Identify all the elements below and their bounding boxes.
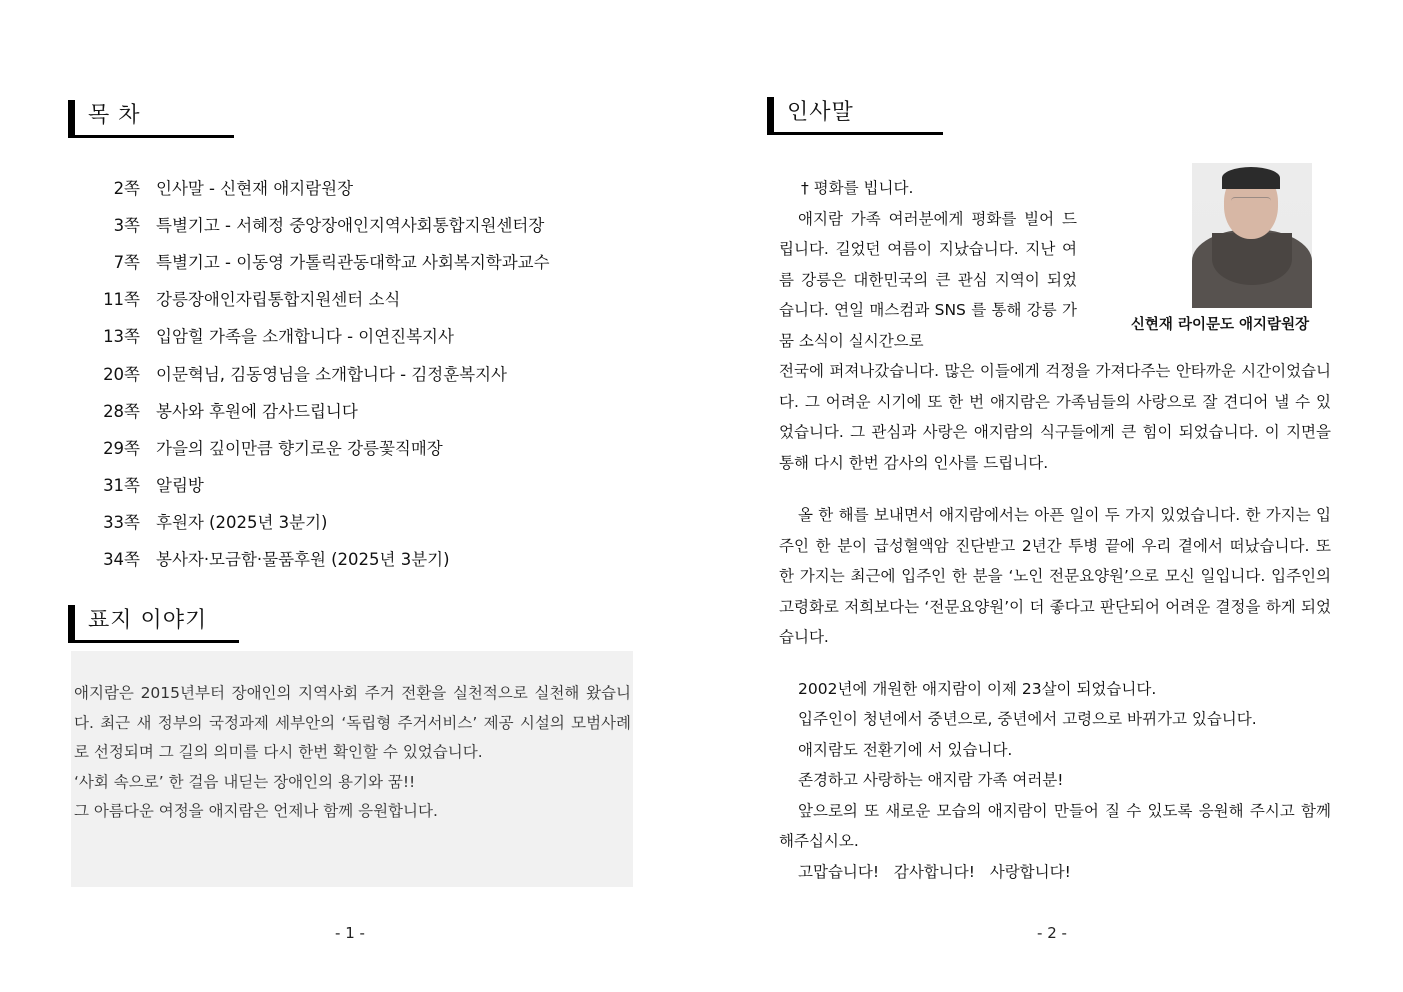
toc-page: 13쪽 <box>103 327 140 347</box>
toc-title: 봉사자·모금함·물품후원 (2025년 3분기) <box>156 550 450 570</box>
cover-story-line: ‘사회 속으로’ 한 걸음 내딛는 장애인의 용기와 꿈!! <box>74 772 416 791</box>
closing-line: 앞으로의 또 새로운 모습의 애지람이 만들어 질 수 있도록 응원해 주시고 함께 해주십시오. <box>779 801 1331 850</box>
toc-item[interactable] <box>90 503 650 540</box>
toc-item[interactable] <box>90 466 650 503</box>
toc-title: 입암힐 가족을 소개합니다 - 이연진복지사 <box>156 327 454 347</box>
toc-item[interactable] <box>90 242 650 279</box>
greeting-paragraph-continued: 전국에 퍼져나갔습니다. 많은 이들에게 걱정을 가져다주는 안타까운 시간이었습니다. 그 어려운 시기에 또 한 번 애지람은 가족님들의 사랑으로 잘 견디어 낼 수 있었습니다. 그 관심과 사랑은 애지람의 식구들에게 큰 힘이 되었습니다. 이 지면을 통해 다시 한번 감사의 인사를 드립니다. <box>779 362 1331 472</box>
toc-item[interactable] <box>90 391 650 428</box>
closing-line: 입주인이 청년에서 중년으로, 중년에서 고령으로 바뀌가고 있습니다. <box>798 710 1257 728</box>
cover-story-heading <box>68 605 239 643</box>
cover-story-box <box>71 651 633 887</box>
toc-title: 가을의 깊이만큼 향기로운 강릉꽃직매장 <box>156 438 443 458</box>
toc-page: 3쪽 <box>113 215 140 235</box>
toc-page: 34쪽 <box>103 550 140 570</box>
cover-story-line: 그 아름다운 여정을 애지람은 언제나 함께 응원합니다. <box>74 802 438 820</box>
photo-caption: 신현재 라이문도 애지람원장 <box>1130 317 1310 333</box>
toc-page: 29쪽 <box>103 438 140 458</box>
cover-story-paragraph: 애지람은 2015년부터 장애인의 지역사회 주거 전환을 실천적으로 실천해 왔습니다. 최근 새 정부의 국정과제 세부안의 ‘독립형 주거서비스’ 제공 시설의 모범사례로 선정되며 그 길의 의미를 다시 한번 확인할 수 있었습니다. <box>74 684 631 761</box>
toc-item[interactable] <box>90 428 650 465</box>
right-page <box>701 0 1403 992</box>
table-of-contents <box>90 168 650 577</box>
toc-title: 봉사와 후원에 감사드립니다 <box>156 401 358 421</box>
toc-title: 후원자 (2025년 3분기) <box>156 513 328 533</box>
toc-page: 33쪽 <box>103 513 140 533</box>
left-page <box>0 0 701 992</box>
toc-heading <box>68 100 234 138</box>
toc-title: 특별기고 - 서혜정 중앙장애인지역사회통합지원센터장 <box>156 215 545 235</box>
toc-title: 인사말 - 신현재 애지람원장 <box>156 178 354 198</box>
toc-title: 이문혁님, 김동영님을 소개합니다 - 김정훈복지사 <box>156 364 507 384</box>
toc-page: 20쪽 <box>103 364 140 384</box>
toc-page: 11쪽 <box>103 290 140 310</box>
greeting-opening: † 평화를 빕니다. <box>801 179 914 197</box>
greeting-heading-text: 인사말 <box>787 100 854 125</box>
toc-item[interactable] <box>90 317 650 354</box>
greeting-paragraph: 애지람 가족 여러분에게 평화를 빌어 드립니다. 길었던 여름이 지났습니다. 지난 여름 강릉은 대한민국의 큰 관심 지역이 되었습니다. 연일 매스컴과 SNS 를 통해 강릉 가뭄 소식이 실시간으로 <box>779 209 1077 350</box>
toc-title: 강릉장애인자립통합지원센터 소식 <box>156 290 401 310</box>
closing-line: 존경하고 사랑하는 애지람 가족 여러분! <box>798 771 1064 789</box>
toc-item[interactable] <box>90 280 650 317</box>
page-number: - 2 - <box>1037 924 1067 942</box>
toc-page: 7쪽 <box>113 252 140 272</box>
cover-story-heading-text: 표지 이야기 <box>88 608 208 633</box>
toc-heading-text: 목 차 <box>88 103 141 128</box>
toc-title: 알림방 <box>156 476 204 496</box>
toc-page: 28쪽 <box>103 401 140 421</box>
toc-page: 31쪽 <box>103 476 140 496</box>
toc-title: 특별기고 - 이동영 가톨릭관동대학교 사회복지학과교수 <box>156 252 550 272</box>
toc-item[interactable] <box>90 168 650 205</box>
toc-page: 2쪽 <box>113 178 140 198</box>
toc-item[interactable] <box>90 354 650 391</box>
greeting-paragraph: 올 한 해를 보내면서 애지람에서는 아픈 일이 두 가지 있었습니다. 한 가지는 입주인 한 분이 급성혈액암 진단받고 2년간 투병 끝에 우리 곁에서 떠났습니다. 또 한 가지는 최근에 입주인 한 분을 ‘노인 전문요양원’으로 모신 일입니다. 입주인의 고령화로 저희보다는 ‘전문요양원’이 더 좋다고 판단되어 어려운 결정을 하게 되었습니다. <box>779 506 1331 646</box>
greeting-body <box>779 173 1331 887</box>
toc-item[interactable] <box>90 540 650 577</box>
closing-thanks: 고맙습니다! 감사합니다! 사랑합니다! <box>798 862 1071 881</box>
toc-item[interactable] <box>90 205 650 242</box>
closing-line: 2002년에 개원한 애지람이 이제 23살이 되었습니다. <box>798 679 1157 698</box>
page-number: - 1 - <box>335 924 365 942</box>
closing-line: 애지람도 전환기에 서 있습니다. <box>798 740 1013 759</box>
greeting-heading <box>767 97 943 135</box>
